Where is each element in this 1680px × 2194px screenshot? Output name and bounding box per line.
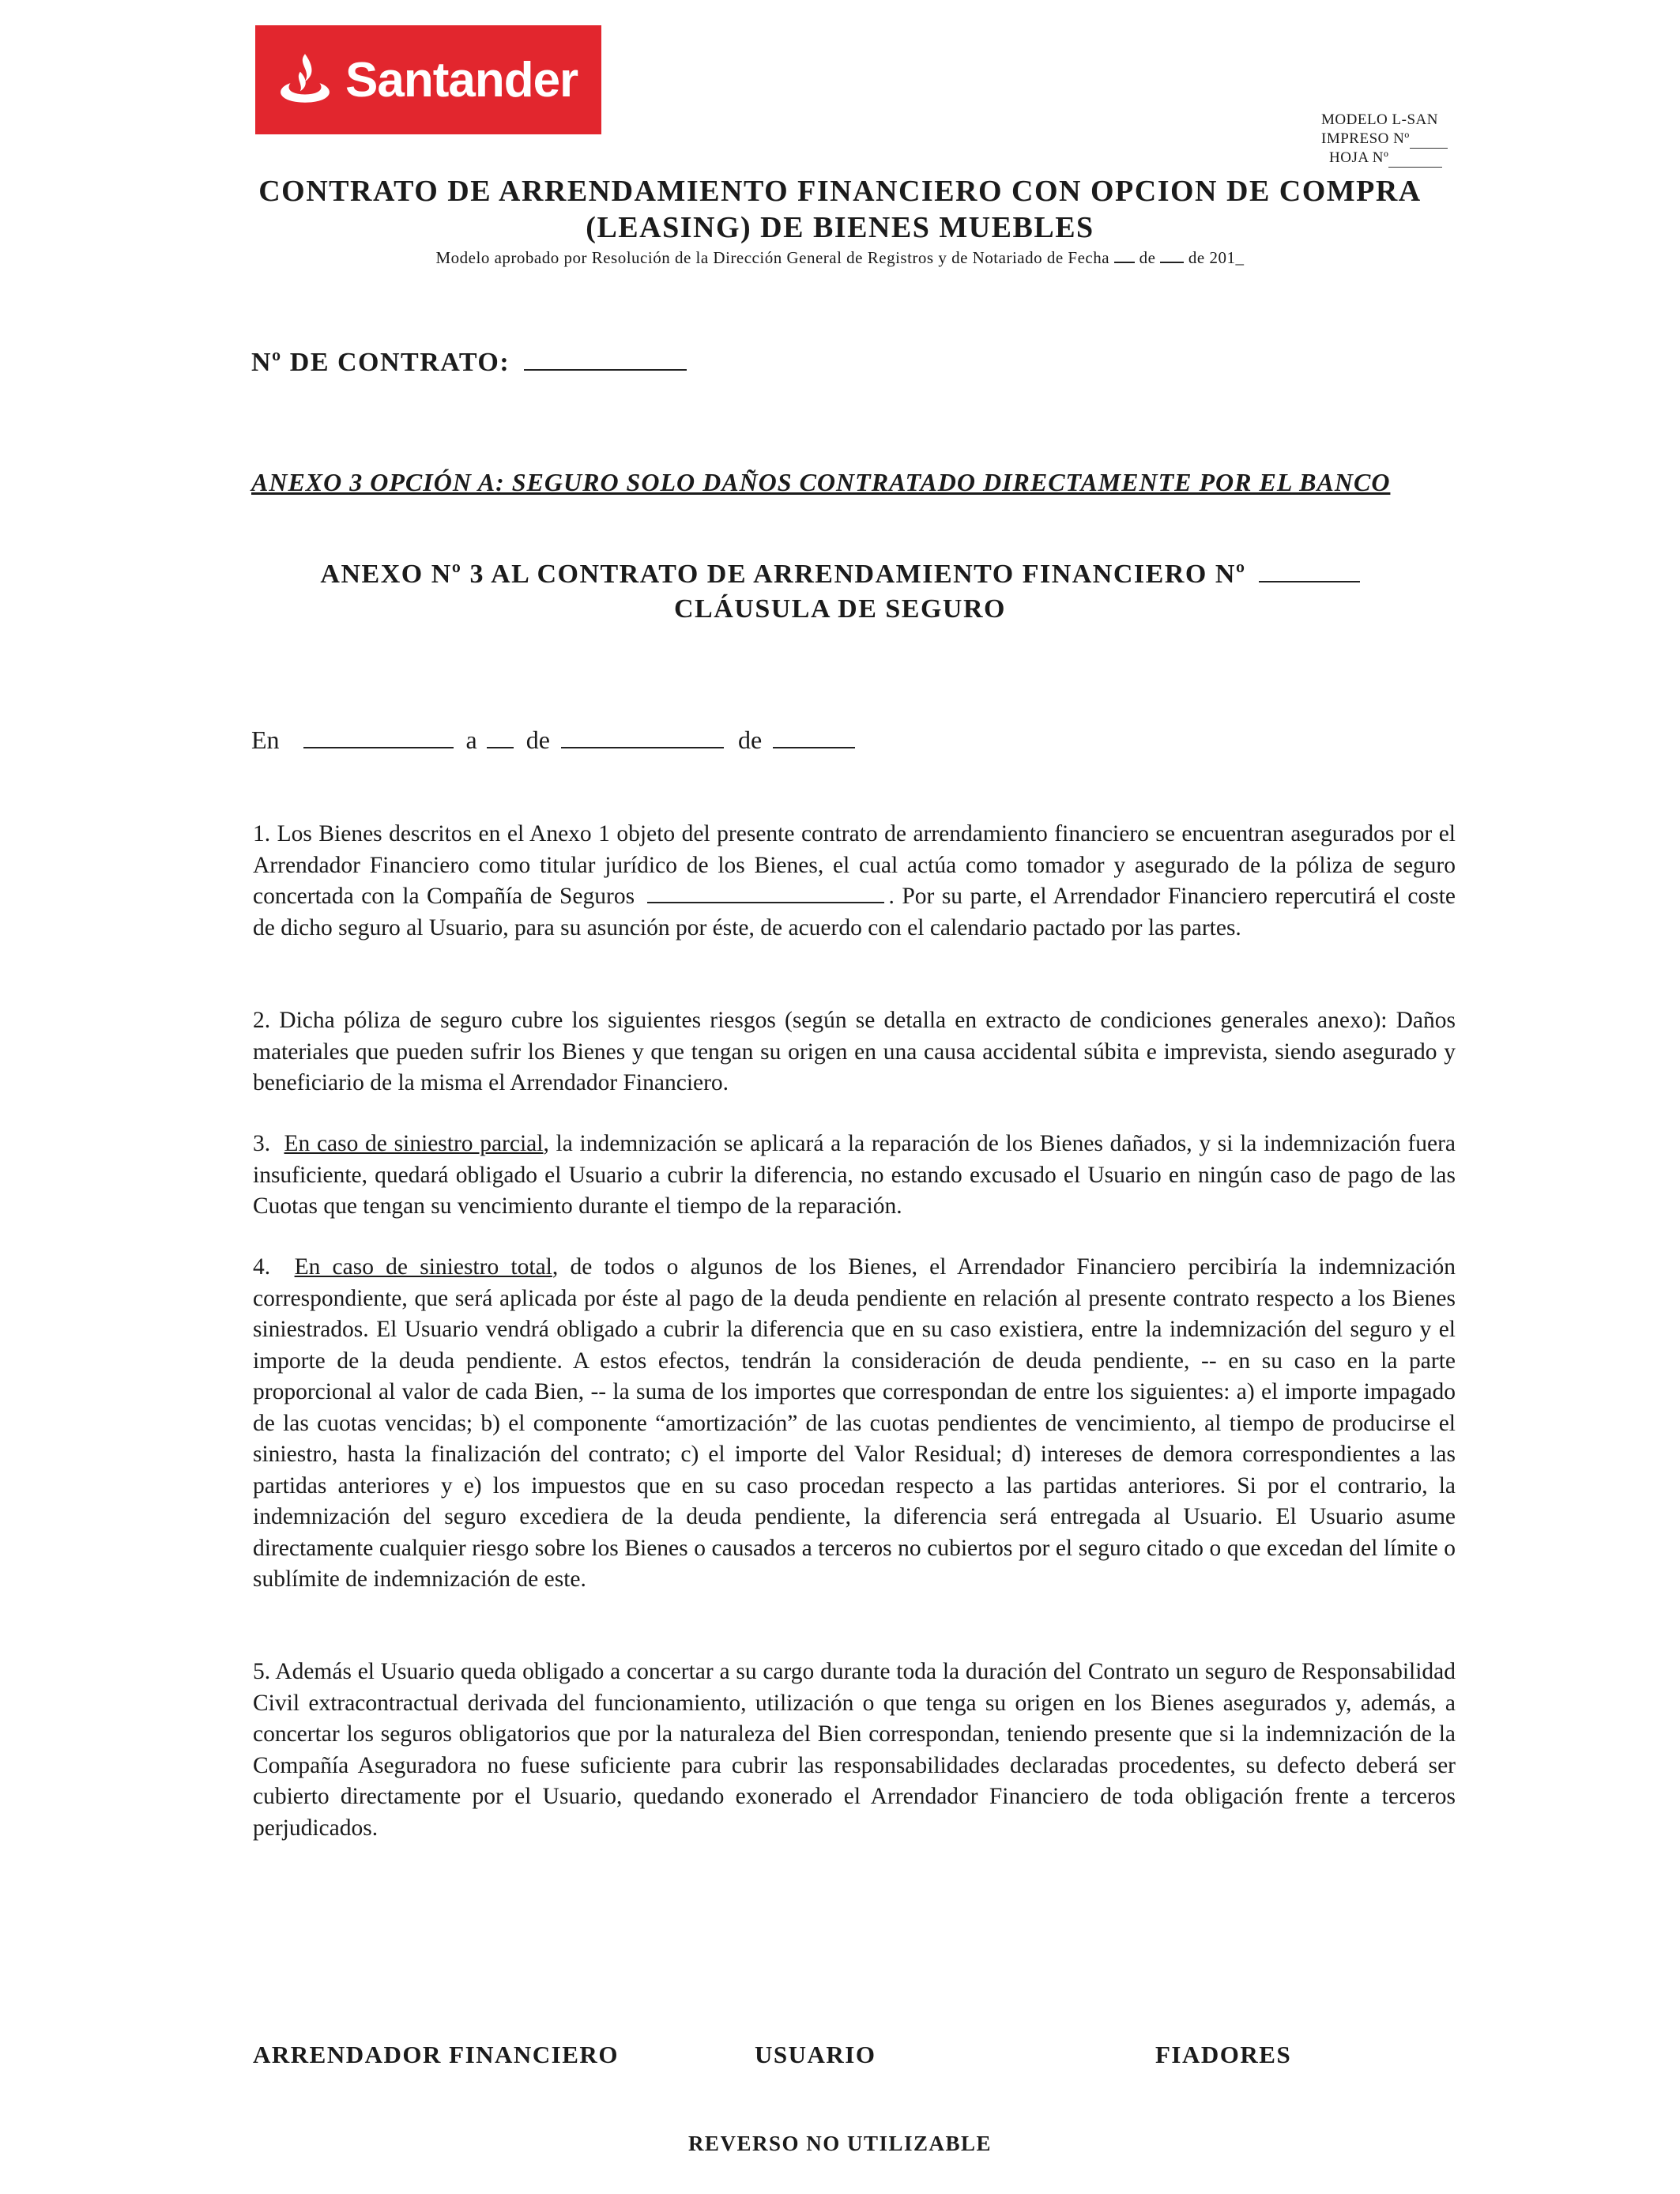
clause-4-heading: En caso de siniestro total <box>294 1254 552 1280</box>
model-block <box>1321 111 1479 168</box>
subtitle-de: de <box>1139 248 1156 267</box>
contract-number-field <box>251 348 687 378</box>
clause-3-heading: En caso de siniestro parcial <box>284 1131 544 1156</box>
model-code: MODELO L-SAN <box>1321 111 1438 128</box>
annex-heading: ANEXO 3 OPCIÓN A: SEGURO SOLO DAÑOS CONTRATADO DIRECTAMENTE POR EL BANCO <box>251 468 1391 496</box>
santander-logo <box>255 25 601 134</box>
clause-3 <box>253 1129 1456 1223</box>
clause-3-text: , la indemnización se aplicará a la reparación de los Bienes dañados, y si la indemnización fuera insuficiente, quedará obligado el Usuario a cubrir la diferencia, no estando excusado el Usuario en ningún caso de pago de las Cuotas que tengan su vencimiento durante el tiempo de la reparación. <box>253 1131 1456 1219</box>
document-title-line2: (LEASING) DE BIENES MUEBLES <box>586 211 1094 244</box>
annex-title-line2: CLÁUSULA DE SEGURO <box>674 594 1006 624</box>
subtitle-text: Modelo aprobado por Resolución de la Dirección General de Registros y de Notariado de Fecha <box>435 248 1110 267</box>
clause-5: 5. Además el Usuario queda obligado a concertar a su cargo durante toda la duración del Contrato un seguro de Responsabilidad Civil extracontractual derivada del funcionamiento, utilización o que tenga su origen en los Bienes asegurados y, además, a concertar los seguros obligatorios que por la naturaleza del Bien correspondan, teniendo presente que si la indemnización de la Compañía Aseguradora no fuese suficiente para cubrir las responsabilidades declaradas procedentes, su defecto deberá ser cubierto directamente por el Usuario, quedando exonerado el Arrendador Financiero de toda obligación frente a terceros perjudicados. <box>253 1659 1456 1841</box>
document-title-line1: CONTRATO DE ARRENDAMIENTO FINANCIERO CON OPCION DE COMPRA <box>258 175 1422 208</box>
clause-3-number: 3. <box>253 1131 271 1156</box>
impreso-line <box>1321 130 1479 149</box>
clause-2: 2. Dicha póliza de seguro cubre los siguientes riesgos (según se detalla en extracto de condiciones generales anexo): Daños materiales que pueden sufrir los Bienes y que tengan su origen en una causa accidental súbita e imprevista, siendo asegurado y beneficiario de la misma el Arrendador Financiero. <box>253 1008 1456 1095</box>
santander-flame-icon <box>273 47 337 112</box>
impreso-label: IMPRESO Nº <box>1321 130 1410 147</box>
clause-1-text-b: . Por su parte, el Arrendador Financiero repercutirá el coste de dicho seguro al Usuario, para su asunción por éste, de acuerdo con el calendario pactado por las partes. <box>253 884 1456 941</box>
annex-title-line1 <box>0 560 1680 590</box>
subtitle-year: de 201_ <box>1188 248 1245 267</box>
clause-1-text-a: 1. Los Bienes descritos en el Anexo 1 objeto del presente contrato de arrendamiento financiero se encuentran asegurados por el Arrendador Financiero como titular jurídico de los Bienes, el cual actúa como tomador y asegurado de la póliza de seguro concertada con la Compañía de Seguros <box>253 821 1456 909</box>
hoja-label: HOJA Nº <box>1329 149 1389 166</box>
date-en: En <box>251 726 280 754</box>
date-de2: de <box>737 726 763 754</box>
signature-arrendador: ARRENDADOR FINANCIERO <box>253 2041 619 2068</box>
contract-number-label: Nº DE CONTRATO: <box>251 348 510 377</box>
clause-1 <box>253 819 1456 944</box>
signature-fiadores: FIADORES <box>1155 2041 1292 2068</box>
hoja-line <box>1321 149 1479 168</box>
clause-4-number: 4. <box>253 1254 271 1280</box>
reverse-not-usable-note: REVERSO NO UTILIZABLE <box>687 2132 993 2155</box>
logo-text: Santander <box>345 52 578 107</box>
date-line <box>251 726 855 755</box>
date-de1: de <box>525 726 550 754</box>
document-subtitle <box>0 248 1680 268</box>
clause-4 <box>253 1252 1456 1596</box>
clause-4-text: , de todos o algunos de los Bienes, el Arrendador Financiero percibiría la indemnización correspondiente, que será aplicada por éste al pago de la deuda pendiente en relación al presente contrato respecto a los Bienes siniestrados. El Usuario vendrá obligado a cubrir la diferencia que en su caso existiera, entre la indemnización del seguro y el importe de la deuda pendiente. A estos efectos, tendrán la consideración de deuda pendiente, -- en su caso en la parte proporcional al valor de cada Bien, -- la suma de los importes que correspondan de entre los siguientes: a) el importe impagado de las cuotas vencidas; b) el componente “amortización” de las cuotas pendientes de vencimiento, al tiempo de producirse el siniestro, hasta la finalización del contrato; c) el importe del Valor Residual; d) intereses de demora correspondientes a las partidas anteriores y e) los impuestos que en su caso procedan respecto a las partidas anteriores. Si por el contrario, la indemnización del seguro excediera de la deuda pendiente, la diferencia será entregada al Usuario. El Usuario asume directamente cualquier riesgo sobre los Bienes o causados a terceros no cubiertos por el seguro citado o que excedan del límite o sublímite de indemnización de este. <box>253 1254 1456 1592</box>
date-a: a <box>465 726 477 754</box>
annex-title-text: ANEXO Nº 3 AL CONTRATO DE ARRENDAMIENTO FINANCIERO Nº <box>320 560 1246 589</box>
signature-usuario: USUARIO <box>755 2041 876 2068</box>
